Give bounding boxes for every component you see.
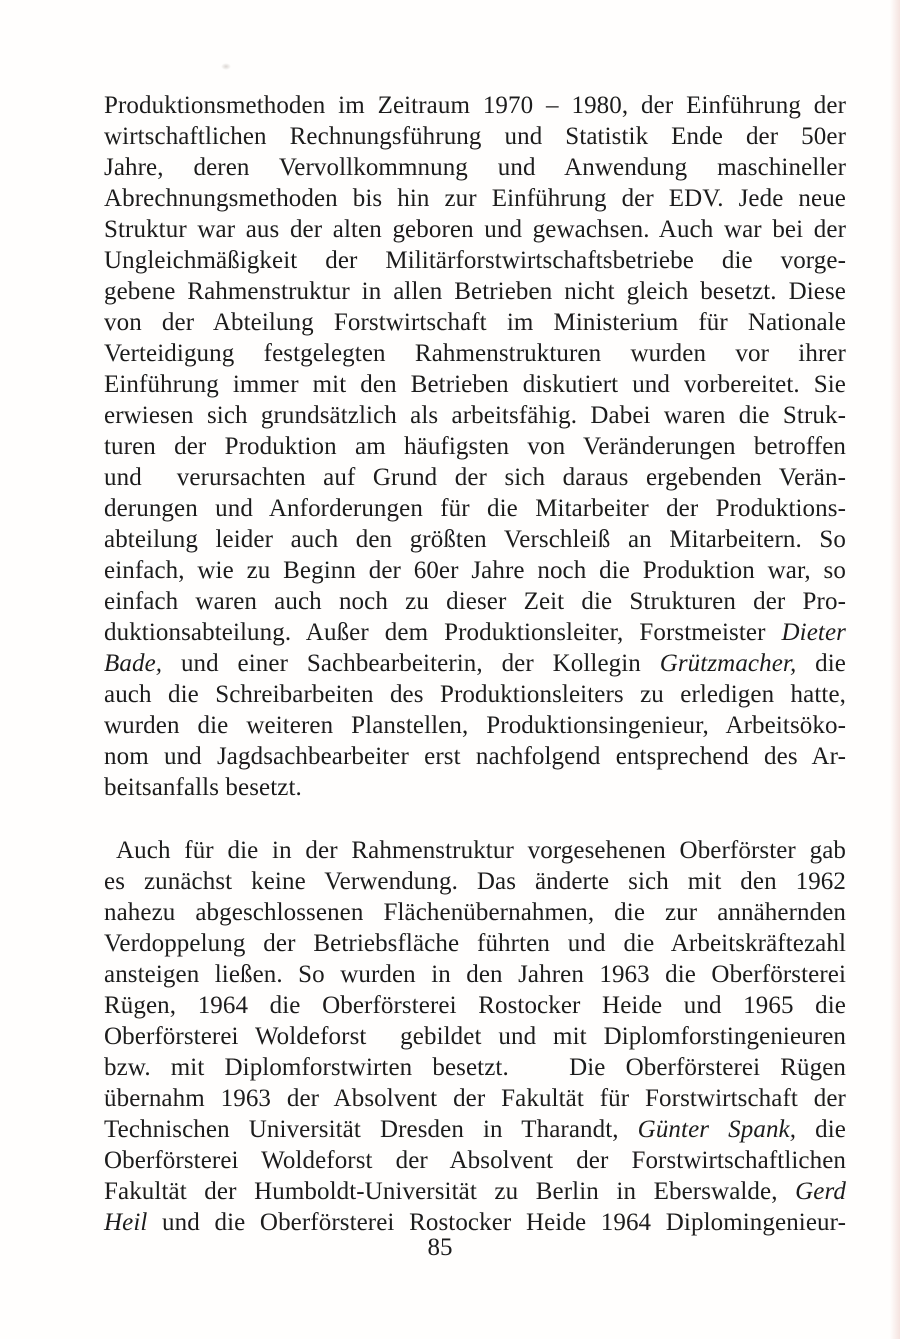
text-run: einfach, wie zu Beginn der 60er Jahre noch die Produktion war, so	[104, 557, 846, 584]
text-run: Abrechnungsmethoden bis hin zur Einführung der EDV. Jede neue	[104, 185, 846, 212]
text-run: erwiesen sich grundsätzlich als arbeitsfähig. Dabei waren die Struk-	[104, 402, 846, 429]
text-block	[104, 90, 846, 1238]
italic-run: Grützmacher,	[659, 650, 797, 677]
text-run: duktionsabteilung. Außer dem Produktionsleiter, Forstmeister	[104, 619, 782, 646]
text-run: und einer Sachbearbeiterin, der Kollegin	[162, 650, 660, 677]
text-line	[104, 772, 846, 803]
text-line	[104, 866, 846, 897]
text-run: turen der Produktion am häufigsten von Veränderungen betroffen	[104, 433, 846, 460]
text-line	[104, 1021, 846, 1052]
text-line	[104, 990, 846, 1021]
text-line	[104, 959, 846, 990]
text-line	[104, 152, 846, 183]
text-line	[104, 1176, 846, 1207]
italic-run: Gerd	[795, 1178, 846, 1205]
text-line	[104, 90, 846, 121]
text-line	[104, 1145, 846, 1176]
text-run: einfach waren auch noch zu dieser Zeit die Strukturen der Pro-	[104, 588, 846, 615]
text-line	[104, 586, 846, 617]
text-run: bzw. mit Diplomforstwirten besetzt. Die Oberförsterei Rügen	[104, 1054, 846, 1081]
scan-speck	[221, 63, 231, 70]
text-line	[104, 338, 846, 369]
text-run: beitsanfalls besetzt.	[104, 774, 302, 801]
text-line	[104, 524, 846, 555]
italic-run: Heil	[104, 1209, 148, 1236]
text-line	[104, 617, 846, 648]
text-run: auch die Schreibarbeiten des Produktionsleiters zu erledigen hatte,	[104, 681, 846, 708]
text-run: ansteigen ließen. So wurden in den Jahren 1963 die Oberförsterei	[104, 961, 846, 988]
paragraph	[104, 90, 846, 803]
italic-run: Günter Spank,	[637, 1116, 797, 1143]
text-run: wurden die weiteren Planstellen, Produktionsingenieur, Arbeitsöko-	[104, 712, 846, 739]
text-line	[104, 121, 846, 152]
text-run: Produktionsmethoden im Zeitraum 1970 – 1980, der Einführung der	[104, 92, 846, 119]
text-run: Auch für die in der Rahmenstruktur vorgesehenen Oberförster gab	[116, 837, 846, 864]
text-line	[104, 1083, 846, 1114]
text-run: Einführung immer mit den Betrieben diskutiert und vorbereitet. Sie	[104, 371, 846, 398]
page-number: 85	[427, 1234, 453, 1261]
text-run: und die Oberförsterei Rostocker Heide 1964 Diplomingenieur-	[147, 1209, 846, 1236]
text-line	[104, 369, 846, 400]
text-line	[104, 214, 846, 245]
text-line	[104, 928, 846, 959]
text-run: gebene Rahmenstruktur in allen Betrieben nicht gleich besetzt. Diese	[104, 278, 846, 305]
paragraph	[104, 835, 846, 1238]
text-run: die	[796, 1116, 846, 1143]
italic-run: Bade,	[104, 650, 163, 677]
text-line	[104, 462, 846, 493]
text-run: wirtschaftlichen Rechnungsführung und Statistik Ende der 50er	[104, 123, 846, 150]
text-run: es zunächst keine Verwendung. Das änderte sich mit den 1962	[104, 868, 846, 895]
italic-run: Dieter	[781, 619, 846, 646]
text-run: nom und Jagdsachbearbeiter erst nachfolgend entsprechend des Ar-	[104, 743, 846, 770]
text-line	[104, 493, 846, 524]
text-run: Ungleichmäßigkeit der Militärforstwirtschaftsbetriebe die vorge-	[104, 247, 846, 274]
text-run: übernahm 1963 der Absolvent der Fakultät für Forstwirtschaft der	[104, 1085, 846, 1112]
text-run: abteilung leider auch den größten Verschleiß an Mitarbeitern. So	[104, 526, 846, 553]
text-run: Oberförsterei Woldeforst der Absolvent der Forstwirtschaftlichen	[104, 1147, 846, 1174]
text-line	[104, 741, 846, 772]
text-run: Fakultät der Humboldt-Universität zu Berlin in Eberswalde,	[104, 1178, 796, 1205]
text-line	[104, 431, 846, 462]
text-line	[104, 1052, 846, 1083]
text-run: von der Abteilung Forstwirtschaft im Ministerium für Nationale	[104, 309, 846, 336]
text-line	[104, 1114, 846, 1145]
text-line	[104, 276, 846, 307]
text-run: Verdoppelung der Betriebsfläche führten und die Arbeitskräftezahl	[104, 930, 846, 957]
text-run: und verursachten auf Grund der sich daraus ergebenden Verän-	[104, 464, 846, 491]
text-line	[104, 897, 846, 928]
text-line	[104, 183, 846, 214]
text-run: Jahre, deren Vervollkommnung und Anwendung maschineller	[104, 154, 846, 181]
text-run: Technischen Universität Dresden in Tharandt,	[104, 1116, 638, 1143]
text-run: Rügen, 1964 die Oberförsterei Rostocker Heide und 1965 die	[104, 992, 846, 1019]
text-line	[104, 245, 846, 276]
text-run: nahezu abgeschlossenen Flächenübernahmen, die zur annähernden	[104, 899, 846, 926]
text-line	[104, 835, 846, 866]
text-line	[104, 400, 846, 431]
text-run: Struktur war aus der alten geboren und gewachsen. Auch war bei der	[104, 216, 846, 243]
text-line	[104, 307, 846, 338]
text-run: derungen und Anforderungen für die Mitarbeiter der Produktions-	[104, 495, 846, 522]
text-line	[104, 648, 846, 679]
text-run: die	[796, 650, 846, 677]
text-run: Oberförsterei Woldeforst gebildet und mit Diplomforstingenieuren	[104, 1023, 846, 1050]
text-line	[104, 555, 846, 586]
text-line	[104, 710, 846, 741]
scan-edge-tint	[890, 0, 900, 1339]
text-line	[104, 679, 846, 710]
text-run: Verteidigung festgelegten Rahmenstrukturen wurden vor ihrer	[104, 340, 846, 367]
